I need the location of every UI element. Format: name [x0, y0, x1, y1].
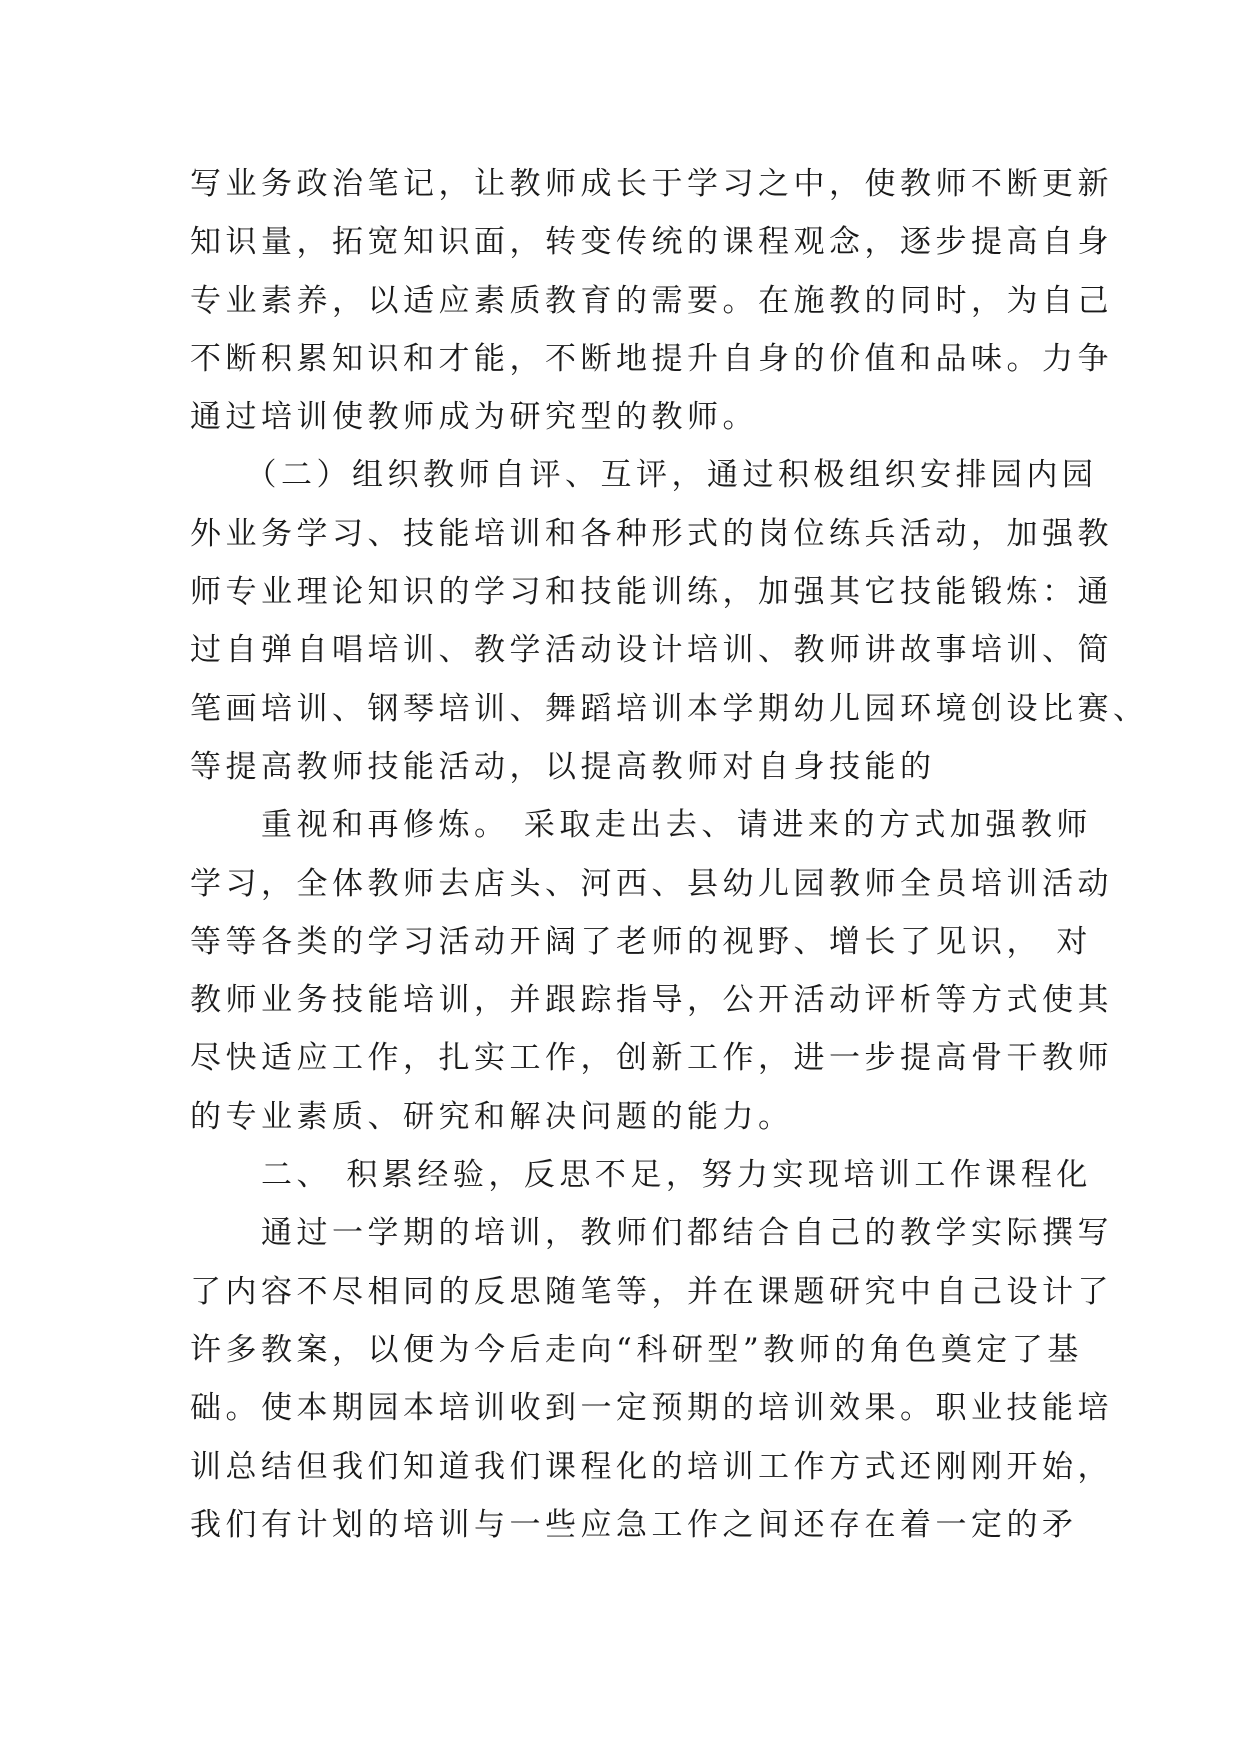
text-line: 外业务学习、技能培训和各种形式的岗位练兵活动，加强教	[190, 515, 1113, 552]
section-heading: 二、 积累经验，反思不足，努力实现培训工作课程化	[190, 1157, 1092, 1194]
text-line: （二）组织教师自评、互评，通过积极组织安排园内园	[190, 457, 1098, 494]
text-line: 尽快适应工作，扎实工作，创新工作，进一步提高骨干教师	[190, 1040, 1113, 1077]
text-line: 础。使本期园本培训收到一定预期的培训效果。职业技能培	[190, 1390, 1113, 1427]
text-line: 通过一学期的培训，教师们都结合自己的教学实际撰写	[190, 1215, 1113, 1252]
text-line: 的专业素质、研究和解决问题的能力。	[190, 1098, 794, 1135]
text-line: 许多教案，以便为今后走向“科研型”教师的角色奠定了基	[190, 1331, 1083, 1368]
text-line: 知识量，拓宽知识面，转变传统的课程观念，逐步提高自身	[190, 224, 1113, 261]
body-text	[190, 155, 1149, 1554]
text-line: 我们有计划的培训与一些应急工作之间还存在着一定的矛	[190, 1506, 1078, 1543]
text-line: 师专业理论知识的学习和技能训练，加强其它技能锻炼：通	[190, 574, 1113, 611]
text-line: 写业务政治笔记，让教师成长于学习之中，使教师不断更新	[190, 166, 1113, 202]
text-line: 学习，全体教师去店头、河西、县幼儿园教师全员培训活动	[190, 865, 1113, 902]
text-line: 教师业务技能培训，并跟踪指导，公开活动评析等方式使其	[190, 982, 1113, 1019]
text-line: 了内容不尽相同的反思随笔等，并在课题研究中自己设计了	[190, 1273, 1113, 1310]
text-line: 重视和再修炼。 采取走出去、请进来的方式加强教师	[190, 807, 1092, 844]
text-line: 笔画培训、钢琴培训、舞蹈培训本学期幼儿园环境创设比赛、	[190, 690, 1149, 727]
text-line: 不断积累知识和才能，不断地提升自身的价值和品味。力争	[190, 340, 1113, 377]
text-line: 过自弹自唱培训、教学活动设计培训、教师讲故事培训、简	[190, 632, 1113, 669]
text-line: 通过培训使教师成为研究型的教师。	[190, 399, 758, 436]
text-line: 等等各类的学习活动开阔了老师的视野、增长了见识， 对	[190, 923, 1092, 960]
text-line: 专业素养，以适应素质教育的需要。在施教的同时，为自己	[190, 282, 1113, 319]
text-line: 训总结但我们知道我们课程化的培训工作方式还刚刚开始，	[190, 1448, 1113, 1485]
text-line: 等提高教师技能活动，以提高教师对自身技能的	[190, 748, 936, 785]
